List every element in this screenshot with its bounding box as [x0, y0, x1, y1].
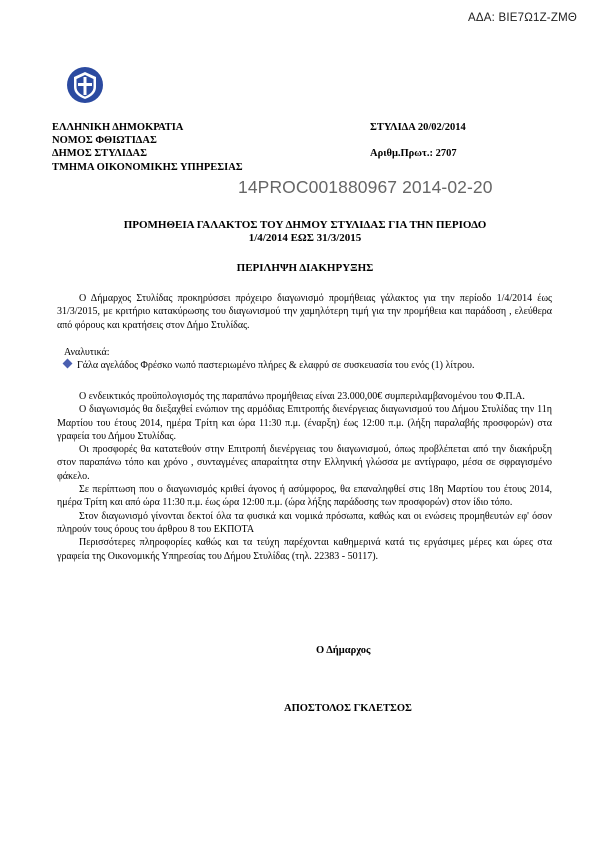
- bullet-text: Γάλα αγελάδος Φρέσκο νωπό παστεριωμένο πλήρες & ελαφρύ σε συσκευασία του ενός (1) λίτρου.: [77, 360, 475, 371]
- bullet-item: [64, 360, 554, 371]
- title-line-2: 1/4/2014 ΕΩΣ 31/3/2015: [248, 232, 362, 244]
- protocol-number: Αριθμ.Πρωτ.: 2707: [370, 148, 457, 160]
- header-right: [370, 121, 466, 161]
- header-municipality: ΔΗΜΟΣ ΣΤΥΛΙΔΑΣ: [52, 148, 148, 160]
- paragraph-4: Οι προσφορές θα κατατεθούν στην Επιτροπή διενέργειας του διαγωνισμού, όπως προβλέπεται από την διακήρυξη στον παραπάνω τόπο και χρόνο , συνταγμένες απαραίτητα στην Ελληνική γλώσσα με αντίγραφο, μέσα σε σφραγισμένο φάκελο.: [57, 444, 552, 482]
- procurement-stamp: 14PROC001880967 2014-02-20: [238, 177, 493, 197]
- signature-name: ΑΠΟΣΤΟΛΟΣ ΓΚΛΕΤΣΟΣ: [284, 703, 412, 714]
- details-label: Αναλυτικά:: [64, 347, 110, 358]
- header-department: ΤΜΗΜΑ ΟΙΚΟΝΟΜΙΚΗΣ ΥΠΗΡΕΣΙΑΣ: [52, 161, 243, 173]
- document-subtitle: ΠΕΡΙΛΗΨΗ ΔΙΑΚΗΡΥΞΗΣ: [236, 262, 374, 274]
- title-line-1: ΠΡΟΜΗΘΕΙΑ ΓΑΛΑΚΤΟΣ ΤΟΥ ΔΗΜΟΥ ΣΤΥΛΙΔΑΣ ΓΙΑ ΤΗΝ ΠΕΡΙΟΔΟ: [123, 219, 487, 231]
- header-republic: ΕΛΛΗΝΙΚΗ ΔΗΜΟΚΡΑΤΙΑ: [52, 122, 184, 133]
- paragraph-7: Περισσότερες πληροφορίες καθώς και τα τεύχη παρέχονται καθημερινά κατά τις εργάσιμες μέρες και ώρες στα γραφεία της Οικονομικής Υπηρεσίας του Δήμου Στυλίδας (τηλ. 22383 - 50117).: [57, 537, 552, 562]
- paragraph-1: Ο Δήμαρχος Στυλίδας προκηρύσσει πρόχειρο διαγωνισμό προμήθειας γάλακτος για την περίοδο 1/4/2014 έως 31/3/2015, με κριτήριο κατακύρωσης του διαγωνισμού την χαμηλότερη τιμή για την προμήθεια και παράδοση , ελεύθερα από φόρους και κρατήσεις στον Δήμο Στυλίδας.: [57, 293, 552, 331]
- header-left: [52, 121, 243, 174]
- greek-emblem-icon: [66, 66, 104, 104]
- ada-code: ΑΔΑ: ΒΙΕ7Ω1Ζ-ΖΜΘ: [468, 12, 577, 24]
- signature-title: Ο Δήμαρχος: [316, 645, 371, 656]
- paragraph-6: Στον διαγωνισμό γίνονται δεκτοί όλα τα φυσικά και νομικά πρόσωπα, καθώς και οι ενώσεις προμηθευτών εφ' όσον πληρούν τους όρους του άρθρου 8 του ΕΚΠΟΤΑ: [57, 510, 552, 535]
- header-prefecture: ΝΟΜΟΣ ΦΘΙΩΤΙΔΑΣ: [52, 135, 157, 147]
- document-title: [60, 219, 550, 245]
- paragraph-2: Ο ενδεικτικός προϋπολογισμός της παραπάνω προμήθειας είναι 23.000,00€ συμπεριλαμβανομένου του Φ.Π.Α.: [79, 391, 525, 402]
- main-paragraphs: [57, 390, 552, 563]
- paragraph-5: Σε περίπτωση που ο διαγωνισμός κριθεί άγονος ή ασύμφορος, θα επαναληφθεί στις 18η Μαρτίου του έτους 2014, ημέρα Τρίτη και από ώρα 11:30 π.μ. έως ώρα 12:00 π.μ. (ώρα λήξης παράδοσης των προσφορών) στον ίδιο τόπο.: [57, 484, 552, 509]
- diamond-bullet-icon: [63, 359, 73, 369]
- place-date: ΣΤΥΛΙΔΑ 20/02/2014: [370, 122, 466, 133]
- paragraph-3: Ο διαγωνισμός θα διεξαχθεί ενώπιον της αρμόδιας Επιτροπής διενέργειας διαγωνισμού του Δήμου Στυλίδας την 11η Μαρτίου του έτους 2014, ημέρα Τρίτη και ώρα 11:30 π.μ. (έναρξη) έως 12:00 π.μ. (λήξη παραλαβής προσφορών) στα γραφεία του Δήμου Στυλίδας.: [57, 404, 552, 442]
- intro-paragraph: [57, 292, 552, 332]
